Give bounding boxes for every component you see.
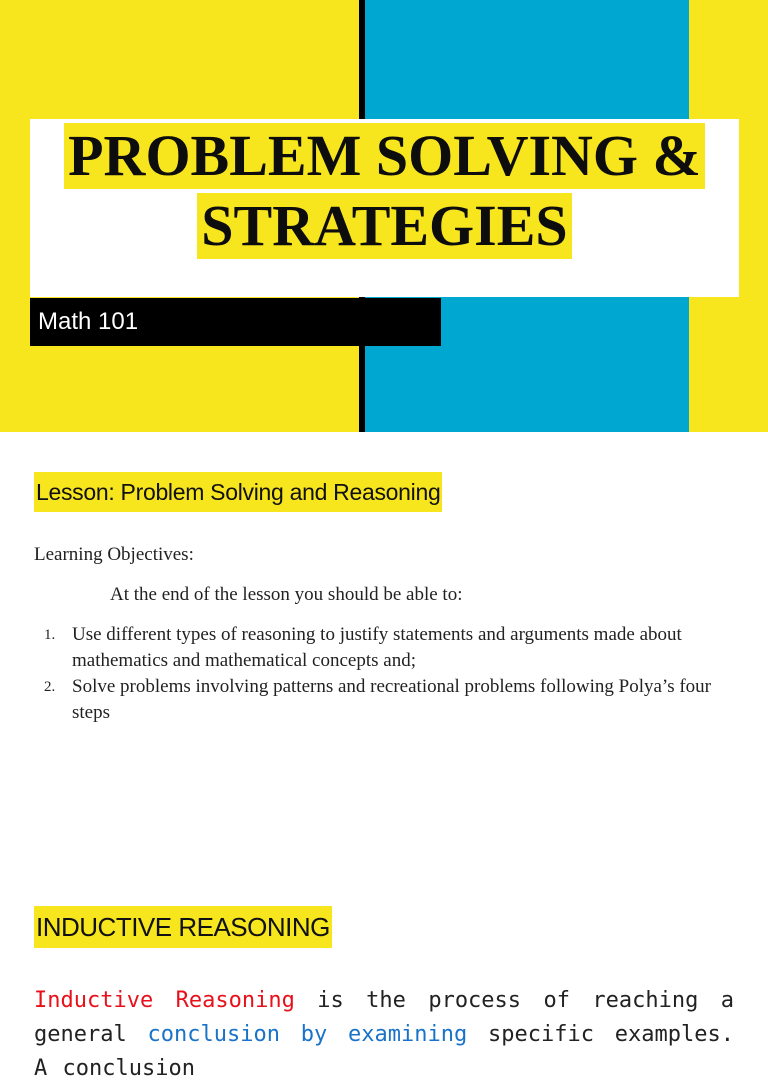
definition-text: is the process of reaching a general xyxy=(34,988,734,1047)
objectives-intro: At the end of the lesson you should be able to: xyxy=(110,584,463,605)
definition-term: Inductive Reasoning xyxy=(34,988,295,1013)
objective-number: 2. xyxy=(44,679,56,695)
objective-item xyxy=(34,622,734,674)
objective-item xyxy=(34,674,734,726)
title-banner xyxy=(0,0,768,432)
title-line-2: STRATEGIES xyxy=(197,193,571,259)
section-heading: INDUCTIVE REASONING xyxy=(34,906,332,948)
course-label: Math 101 xyxy=(30,298,441,346)
objective-text: Use different types of reasoning to justify statements and arguments made about mathematics and mathematical concepts and; xyxy=(72,624,682,671)
definition-highlight: examining xyxy=(348,1022,468,1047)
objective-text: Solve problems involving patterns and recreational problems following Polya’s four steps xyxy=(72,676,712,723)
objectives-list xyxy=(34,622,734,726)
definition-text: specific examples. A conclusion xyxy=(34,1022,734,1081)
definition-text: conclusion by xyxy=(147,1022,349,1047)
definition-paragraph xyxy=(34,984,734,1086)
objectives-label: Learning Objectives: xyxy=(34,544,194,565)
objective-number: 1. xyxy=(44,627,56,643)
title-box xyxy=(30,119,739,297)
lesson-heading: Lesson: Problem Solving and Reasoning xyxy=(34,472,442,512)
title-line-1: PROBLEM SOLVING & xyxy=(64,123,705,189)
